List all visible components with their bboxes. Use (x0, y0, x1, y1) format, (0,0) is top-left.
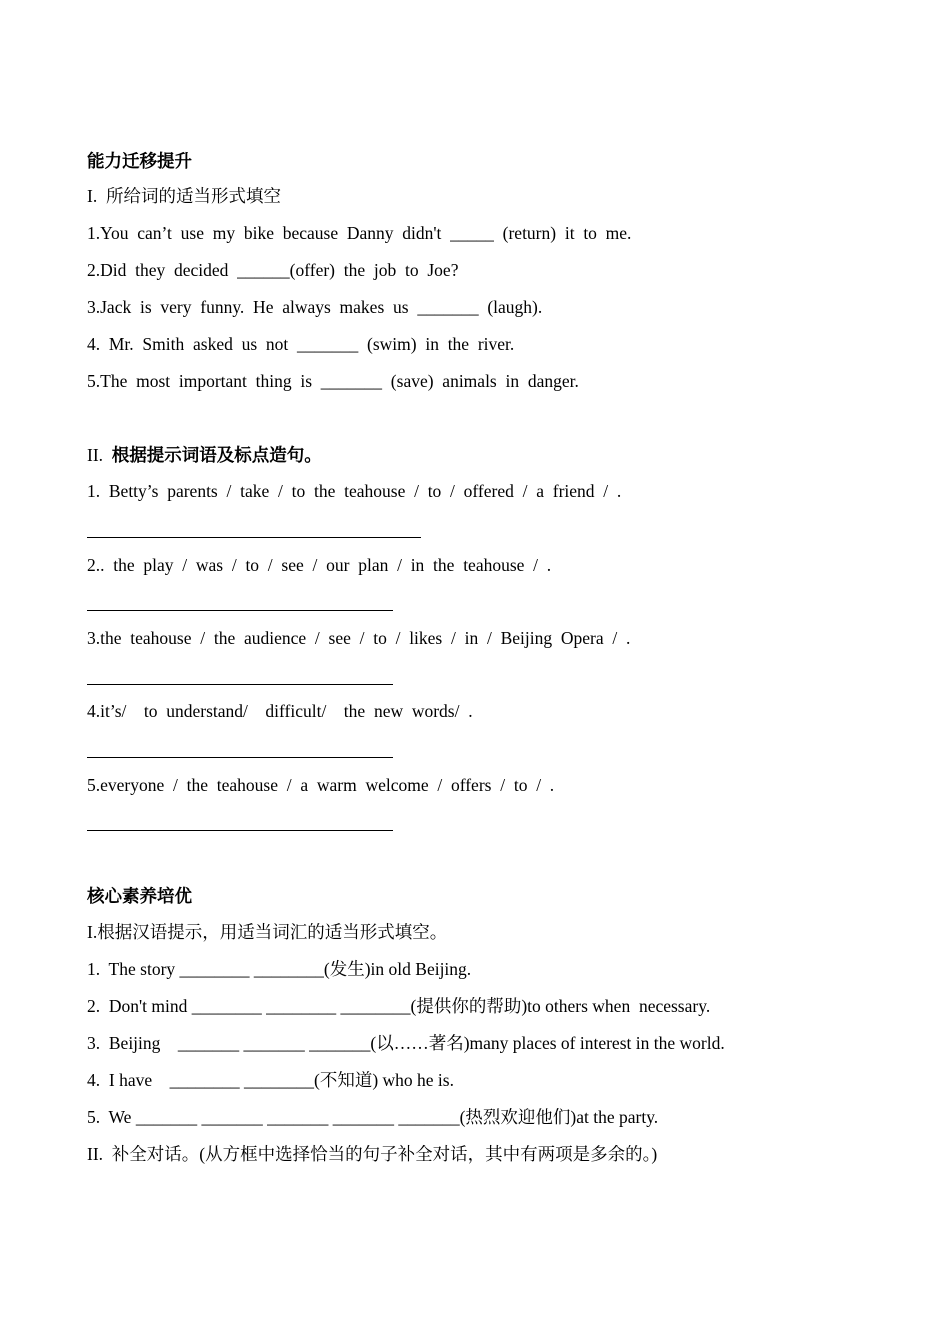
fill-blank-item-3: 3.Jack is very funny. He always makes us _______ (laugh). (87, 297, 543, 317)
chinese-hint-item-2: 2. Don't mind ________ ________ ________(提供你的帮助)to others when necessary. (87, 996, 711, 1016)
fill-blank-item-2: 2.Did they decided ______(offer) the job to Joe? (87, 260, 459, 280)
fill-blank-item-5: 5.The most important thing is _______ (save) animals in danger. (87, 371, 579, 391)
section-b-title: 核心素养培优 (87, 886, 192, 906)
chinese-hint-item-1: 1. The story ________ ________(发生)in old Beijing. (87, 959, 472, 979)
answer-line-1 (87, 537, 421, 538)
fill-blank-item-4: 4. Mr. Smith asked us not _______ (swim) in the river. (87, 334, 515, 354)
chinese-hint-item-3: 3. Beijing _______ _______ _______(以……著名)many places of interest in the world. (87, 1033, 725, 1053)
section-a-part1-heading: I. 所给词的适当形式填空 (87, 186, 281, 206)
part2-heading-text: 根据提示词语及标点造句。 (111, 445, 322, 465)
sentence-item-3: 3.the teahouse / the audience / see / to / likes / in / Beijing Opera / . (87, 628, 631, 648)
sentence-item-5: 5.everyone / the teahouse / a warm welcome / offers / to / . (87, 775, 555, 795)
chinese-hint-item-5: 5. We _______ _______ _______ _______ _______(热烈欢迎他们)at the party. (87, 1107, 659, 1127)
part2-heading-prefix: II. (87, 445, 112, 465)
sentence-item-1: 1. Betty’s parents / take / to the teahouse / to / offered / a friend / . (87, 481, 622, 501)
section-a-title: 能力迁移提升 (87, 151, 192, 171)
section-b-part2-heading: II. 补全对话。(从方框中选择恰当的句子补全对话，其中有两项是多余的。) (87, 1144, 658, 1164)
chinese-hint-item-4: 4. I have ________ ________(不知道) who he is. (87, 1070, 454, 1090)
sentence-item-2: 2.. the play / was / to / see / our plan / in the teahouse / . (87, 555, 552, 575)
answer-line-3 (87, 684, 393, 685)
sentence-item-4: 4.it’s/ to understand/ difficult/ the new words/ . (87, 701, 473, 721)
section-b-part1-heading: I.根据汉语提示，用适当词汇的适当形式填空。 (87, 922, 448, 942)
section-a-part2-heading (87, 444, 322, 466)
answer-line-5 (87, 830, 393, 831)
answer-line-2 (87, 610, 393, 611)
fill-blank-item-1: 1.You can’t use my bike because Danny didn't _____ (return) it to me. (87, 223, 632, 243)
answer-line-4 (87, 757, 393, 758)
